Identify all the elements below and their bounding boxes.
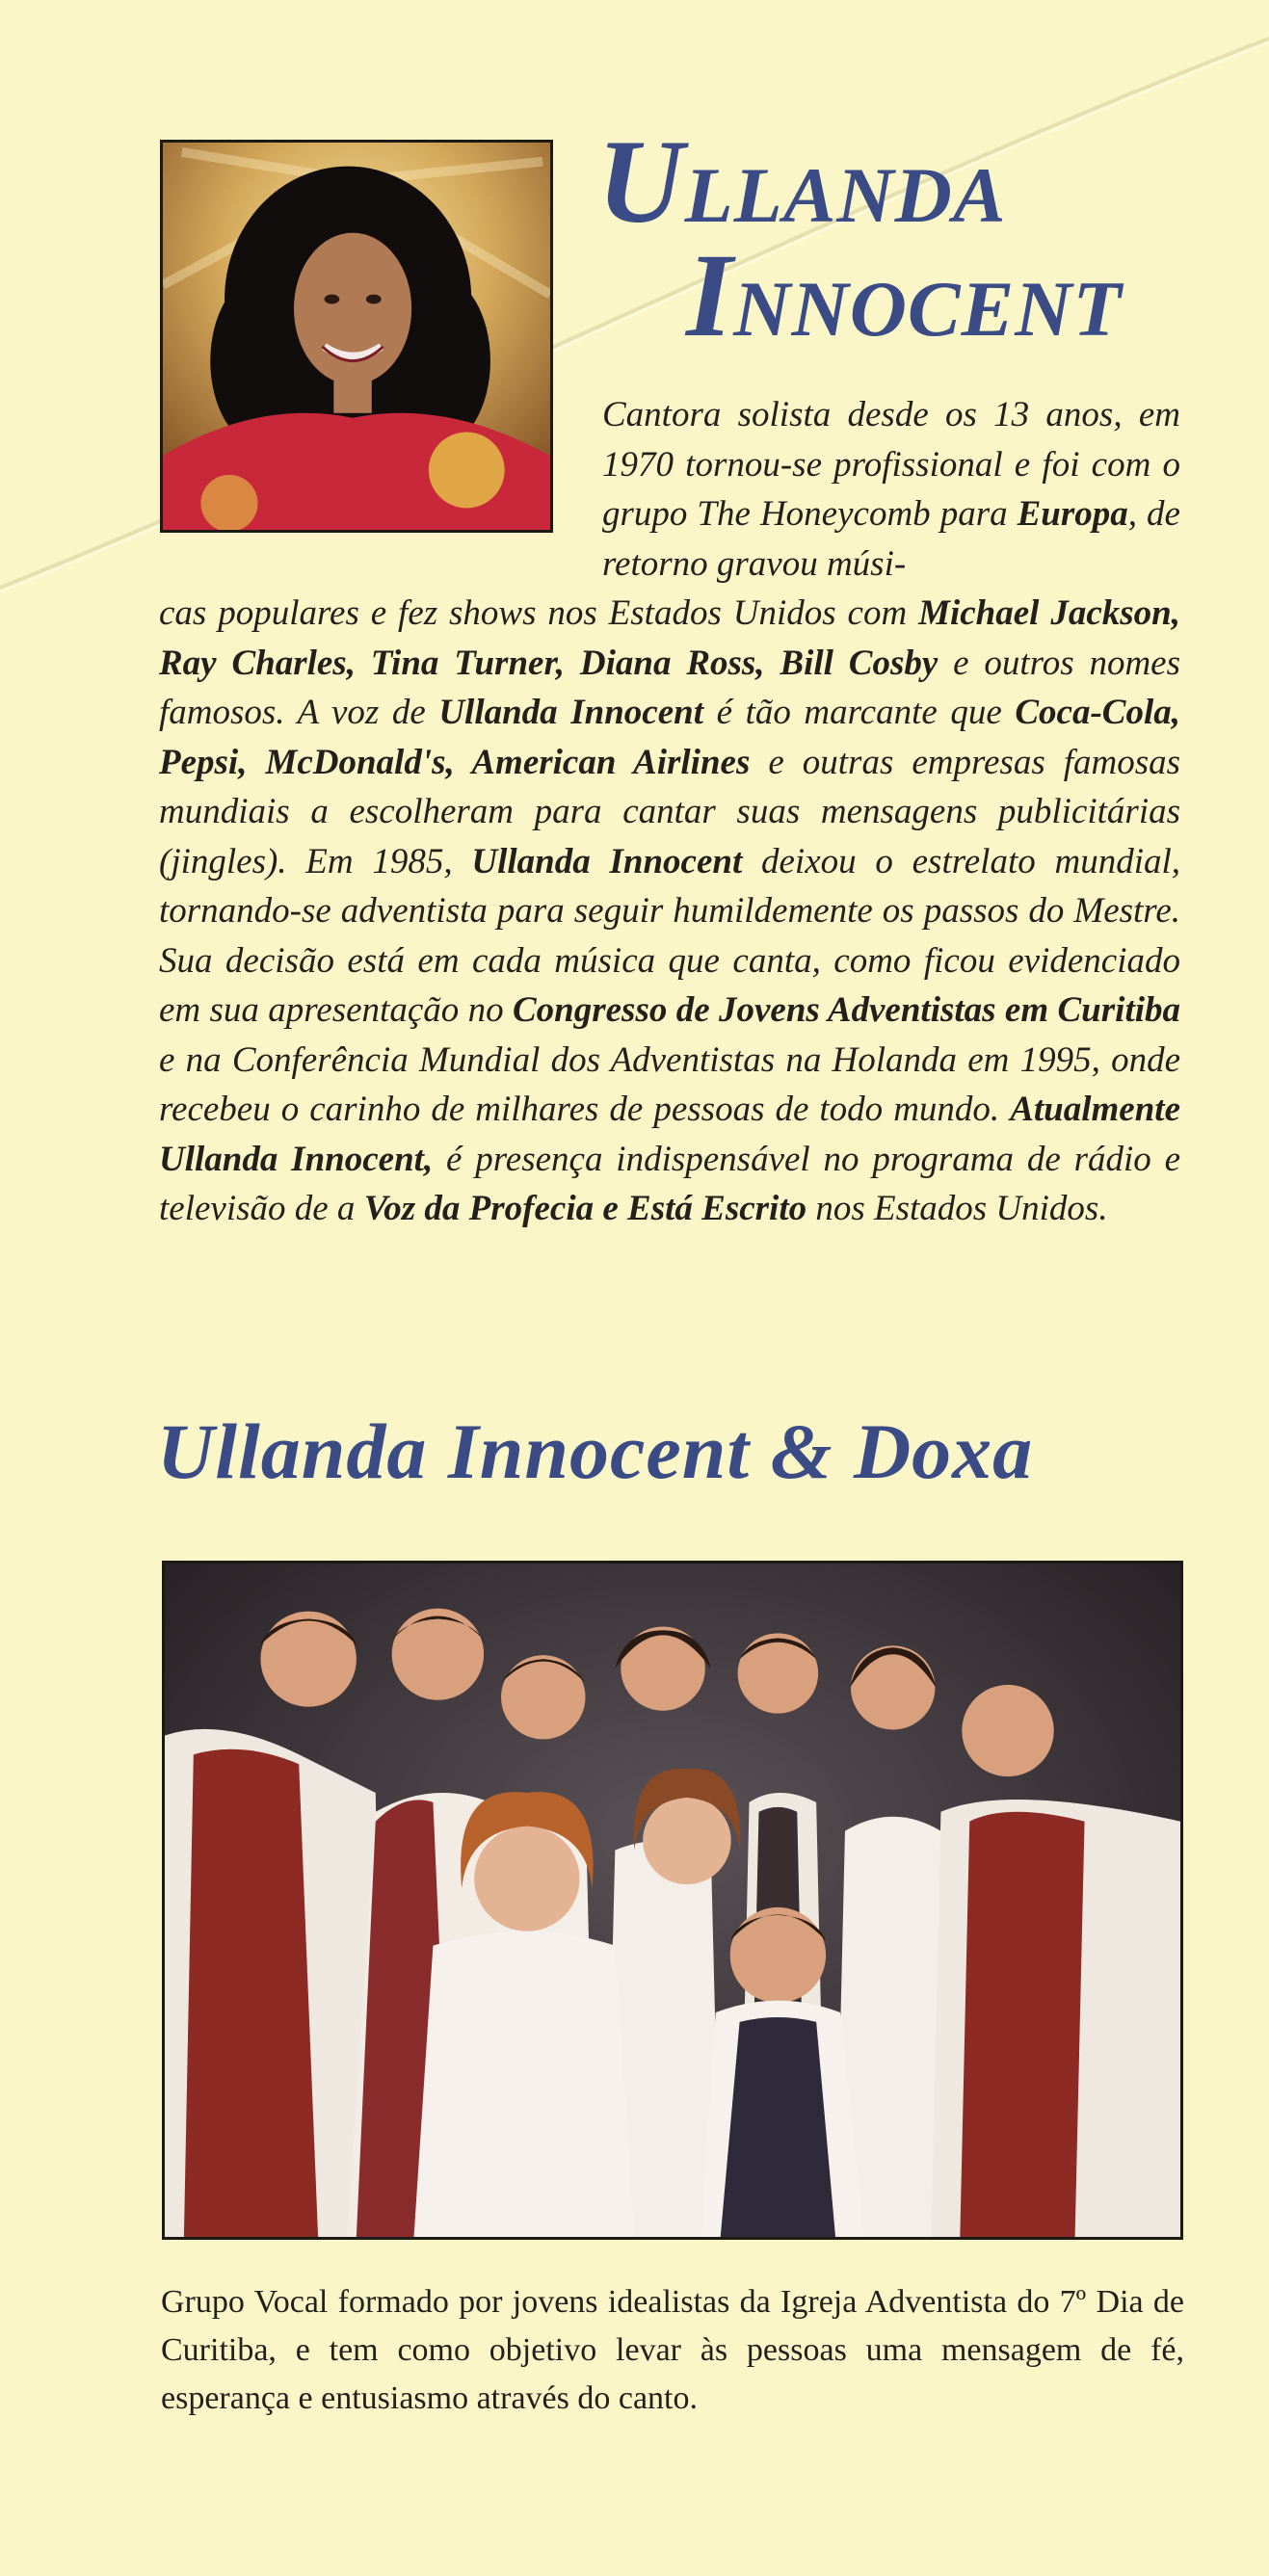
group-section-title: Ullanda Innocent & Doxa: [157, 1407, 1034, 1495]
artist-portrait: [160, 140, 553, 533]
bio-text: cas populares e fez shows nos Estados Unidos com: [159, 593, 919, 633]
bio-text: e na Conferência Mundial dos Adventistas na Holanda em 1995, onde recebeu o carinho de milhares de pessoas de todo mundo.: [159, 1039, 1180, 1129]
bio-text: é presença indispensável no programa de rádio e televisão de a: [159, 1139, 1181, 1228]
bio-bold-programs: Voz da Profecia e Está Escrito: [363, 1189, 807, 1228]
bio-text: nos Estados Unidos.: [806, 1189, 1108, 1228]
title-initial-u: U: [597, 116, 685, 248]
bio-lead-paragraph: [602, 390, 1180, 589]
bio-lead-line: em 1970 tornou-se profissional e foi: [602, 395, 1180, 485]
bio-bold-europa: Europa: [1017, 494, 1128, 534]
group-photo: [162, 1561, 1183, 2240]
artist-name-title: [597, 116, 1233, 361]
bio-text: e outras empresas famosas mundiais a escolheram para cantar suas mensagens publicitárias (jingles). Em 1985,: [159, 742, 1180, 881]
title-initial-i: I: [686, 228, 734, 361]
bio-lead-line: , de retorno gravou músi-: [602, 494, 1180, 584]
bio-bold-name: Ullanda Innocent: [471, 841, 743, 881]
bio-bold-brands: Coca-Cola, Pepsi, McDonald's, American Airlines: [159, 693, 1180, 782]
bio-bold-name: Ullanda Innocent: [438, 693, 704, 732]
title-rest-innocent: NNOCENT: [733, 264, 1123, 353]
bio-text: e outros nomes famosos. A voz de: [159, 643, 1180, 732]
bio-body-paragraph: [159, 589, 1180, 1234]
title-rest-ullanda: LLANDA: [684, 151, 1007, 239]
bio-text: deixou o estrelato mundial, tornando-se adventista para seguir humildemente os passos do Mestre. Sua decisão está em cada música que canta, como ficou evidenciado em sua apresentação no: [159, 841, 1181, 1030]
group-caption: Grupo Vocal formado por jovens idealistas da Igreja Adventista do 7º Dia de Curitiba, e tem como objetivo levar às pessoas uma mensagem de fé, esperança e entusiasmo através do canto.: [161, 2284, 1184, 2416]
bio-bold-congress: Congresso de Jovens Adventistas em Curitiba: [512, 990, 1180, 1030]
bio-lead-line: com o grupo The Honeycomb para: [602, 444, 1180, 534]
bio-text: é tão marcante que: [703, 693, 1016, 732]
bio-bold-currently: Atualmente Ullanda Innocent,: [159, 1090, 1180, 1179]
bio-lead-line: Cantora solista desde os 13 anos,: [602, 395, 1123, 434]
bio-bold-artists: Michael Jackson, Ray Charles, Tina Turner, Diana Ross, Bill Cosby: [159, 593, 1180, 683]
